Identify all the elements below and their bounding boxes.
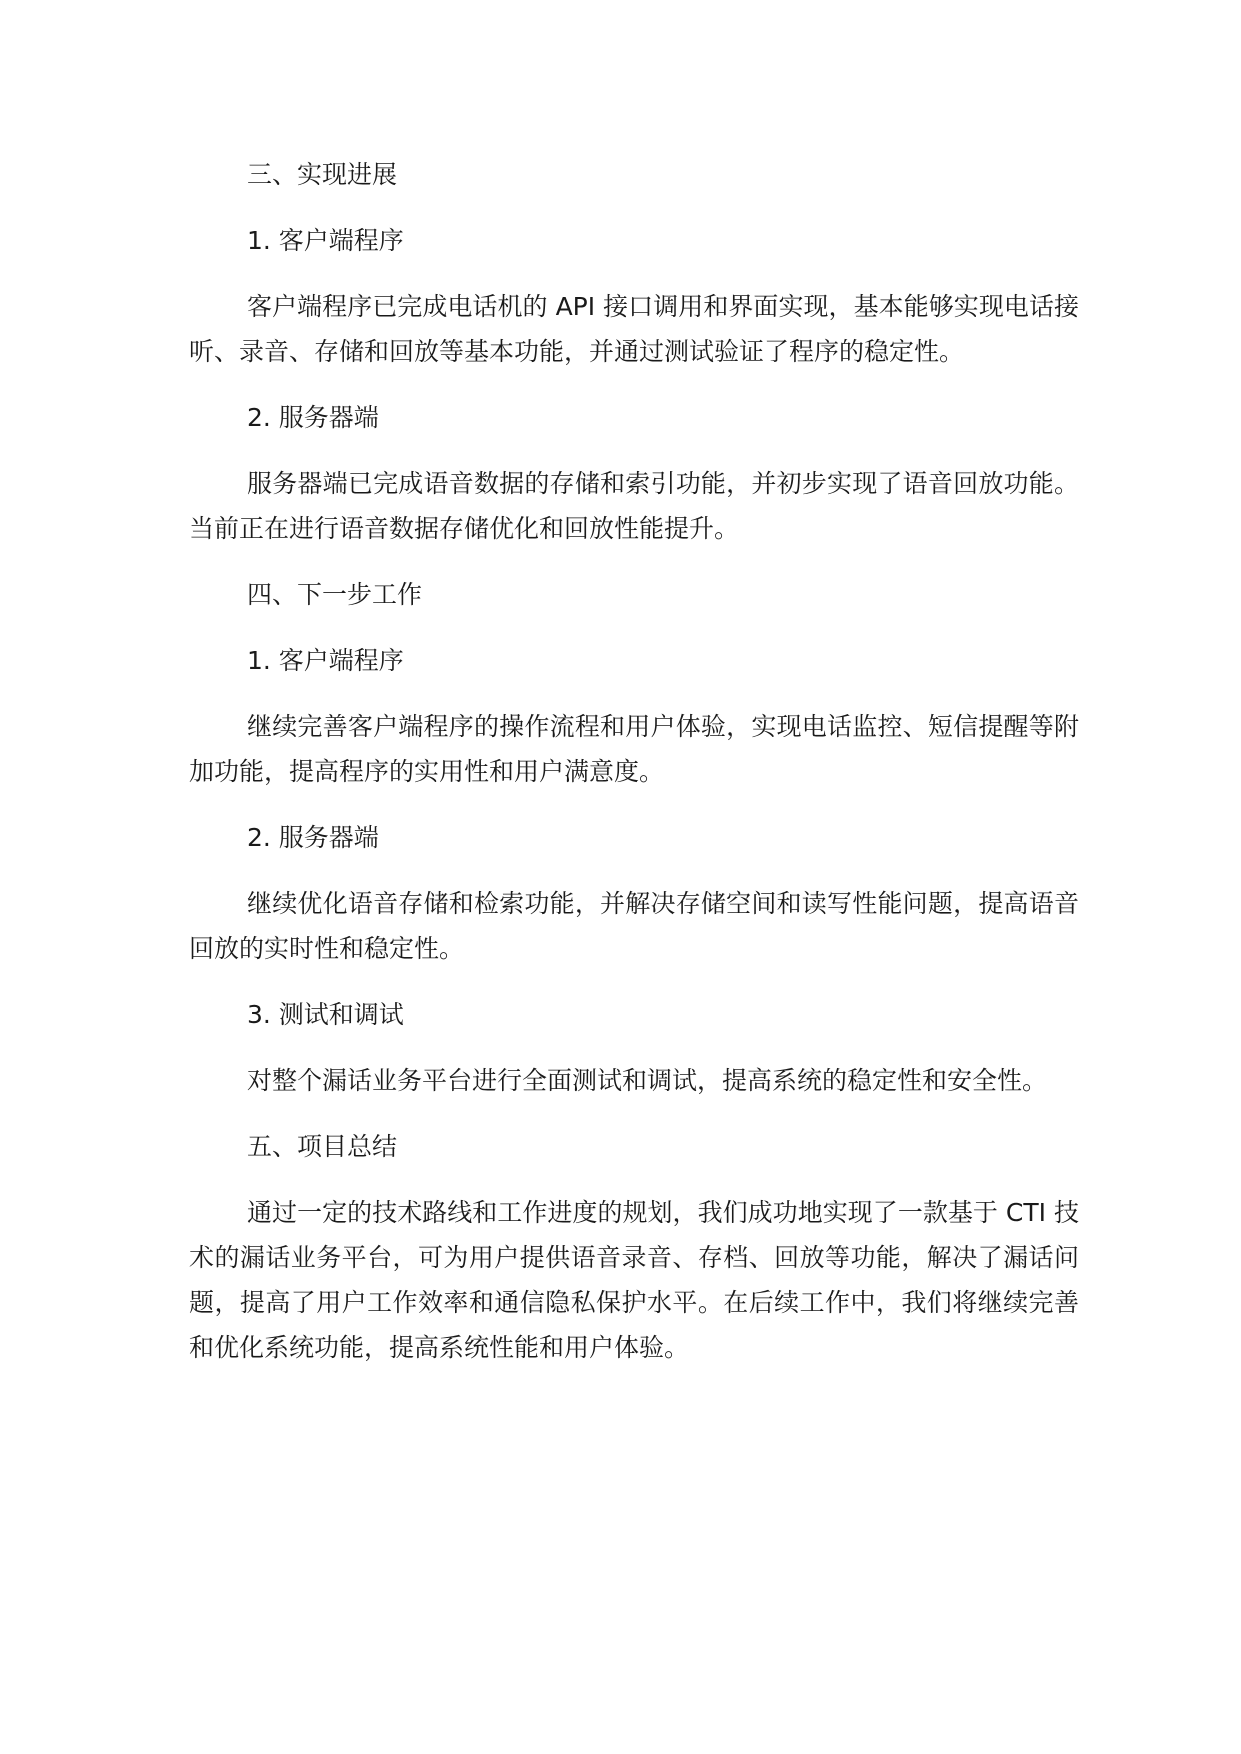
paragraph-summary: 通过一定的技术路线和工作进度的规划，我们成功地实现了一款基于 CTI 技术的漏话业务平台，可为用户提供语音录音、存档、回放等功能，解决了漏话问题，提高了用户工作效率和通信隐私保护水平。在后续工作中，我们将继续完善和优化系统功能，提高系统性能和用户体验。 (189, 1198, 1079, 1362)
paragraph-client-next: 继续完善客户端程序的操作流程和用户体验，实现电话监控、短信提醒等附加功能，提高程序的实用性和用户满意度。 (189, 712, 1079, 786)
subheading-client-progress: 1. 客户端程序 (247, 226, 404, 255)
section-heading-summary: 五、项目总结 (247, 1132, 398, 1161)
section-heading-next-steps: 四、下一步工作 (247, 580, 423, 609)
document-body (189, 152, 1079, 1391)
subheading-server-progress: 2. 服务器端 (247, 403, 379, 432)
subheading-testing: 3. 测试和调试 (247, 1000, 404, 1029)
subheading-client-next: 1. 客户端程序 (247, 646, 404, 675)
section-heading-progress: 三、实现进展 (247, 160, 398, 189)
subheading-server-next: 2. 服务器端 (247, 823, 379, 852)
paragraph-client-progress: 客户端程序已完成电话机的 API 接口调用和界面实现，基本能够实现电话接听、录音、存储和回放等基本功能，并通过测试验证了程序的稳定性。 (189, 292, 1079, 366)
paragraph-server-next: 继续优化语音存储和检索功能，并解决存储空间和读写性能问题，提高语音回放的实时性和稳定性。 (189, 889, 1079, 963)
paragraph-testing: 对整个漏话业务平台进行全面测试和调试，提高系统的稳定性和安全性。 (247, 1066, 1048, 1095)
paragraph-server-progress: 服务器端已完成语音数据的存储和索引功能，并初步实现了语音回放功能。当前正在进行语音数据存储优化和回放性能提升。 (189, 469, 1079, 543)
